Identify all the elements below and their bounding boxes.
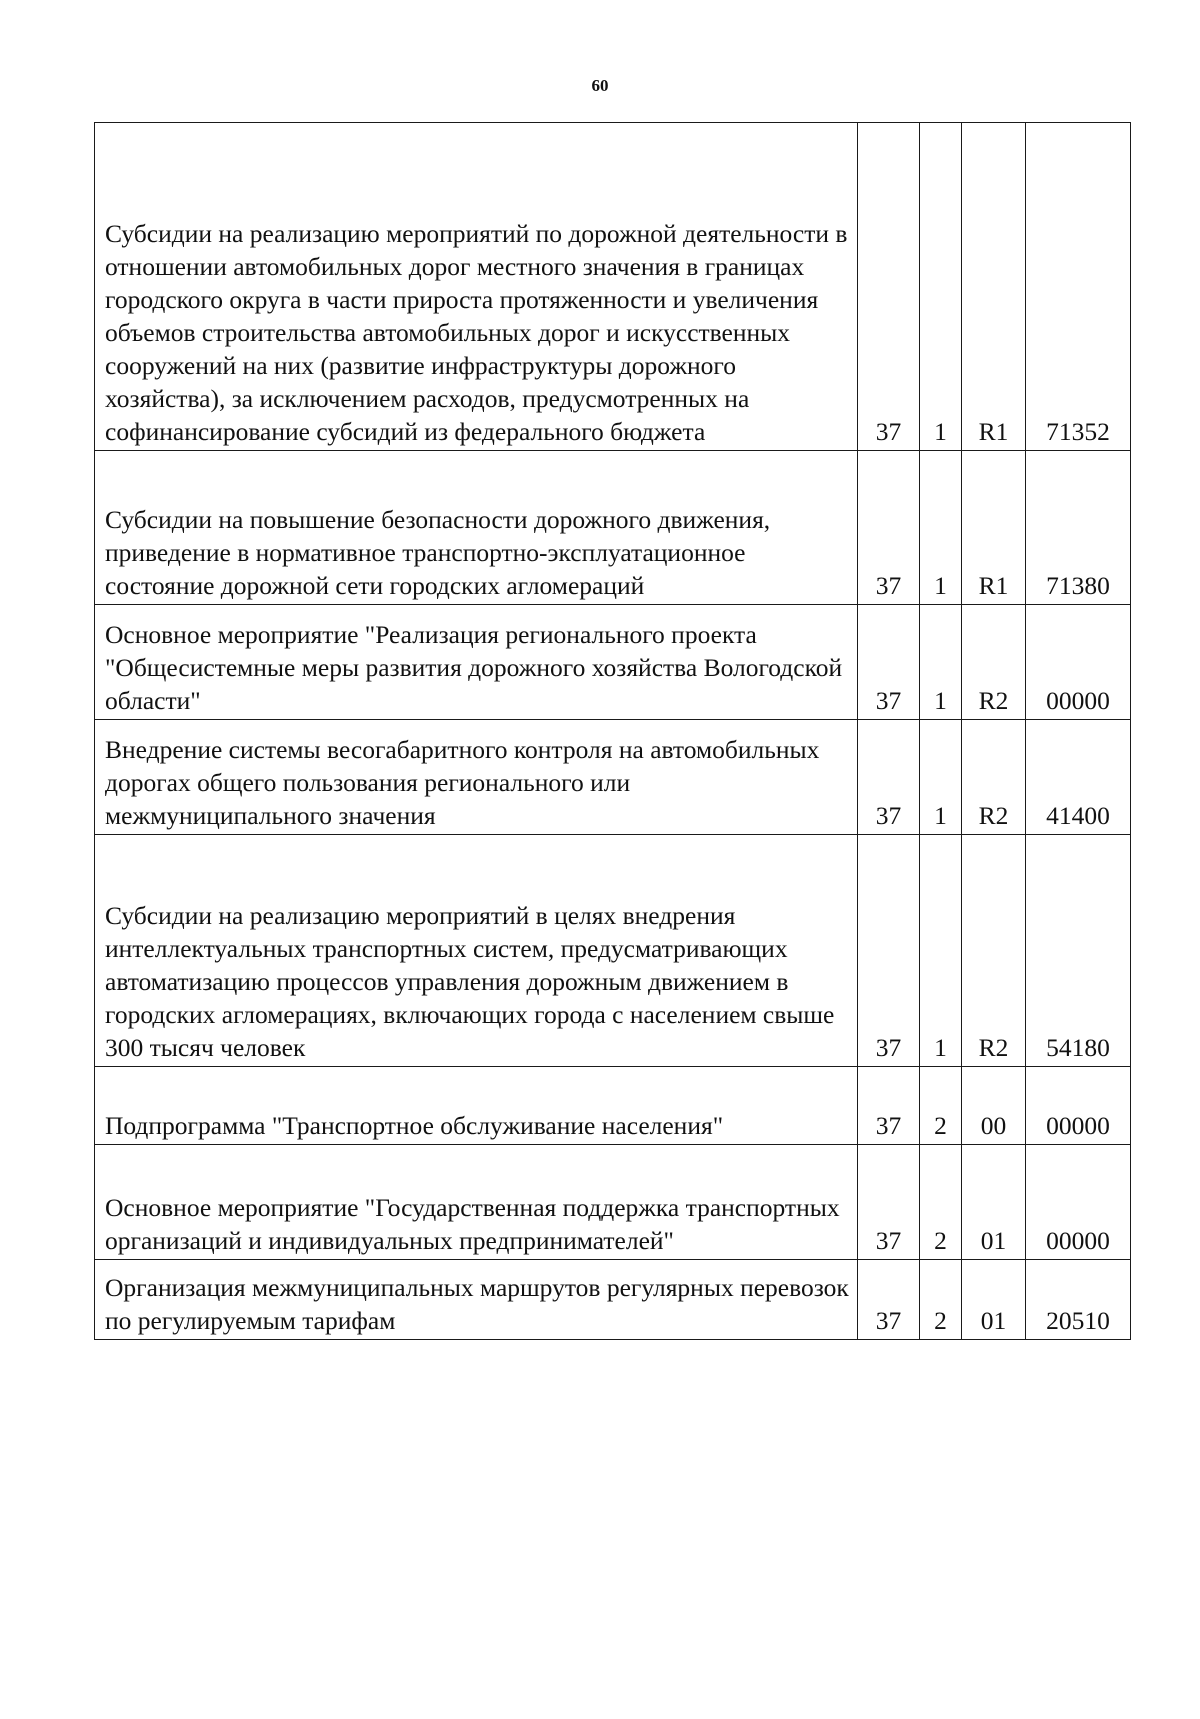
row-description: Внедрение системы весогабаритного контроля на автомобильных дорогах общего пользования регионального или межмуниципального значения: [95, 720, 858, 835]
table-row: [95, 1067, 1131, 1145]
code-cell: 2: [920, 1260, 962, 1340]
row-description: Основное мероприятие "Реализация регионального проекта "Общесистемные меры развития дорожного хозяйства Вологодской области": [95, 605, 858, 720]
code-cell: 1: [920, 605, 962, 720]
budget-classification-table: [94, 122, 1131, 1340]
code-cell: 37: [858, 1067, 920, 1145]
table-row: [95, 720, 1131, 835]
table-row: [95, 835, 1131, 1067]
code-cell: 71352: [1026, 123, 1131, 451]
code-cell: 37: [858, 720, 920, 835]
table-row: [95, 605, 1131, 720]
code-cell: 37: [858, 835, 920, 1067]
code-cell: 20510: [1026, 1260, 1131, 1340]
table-row: [95, 451, 1131, 605]
row-description: Организация межмуниципальных маршрутов регулярных перевозок по регулируемым тарифам: [95, 1260, 858, 1340]
code-cell: 54180: [1026, 835, 1131, 1067]
code-cell: 2: [920, 1145, 962, 1260]
row-description: Субсидии на реализацию мероприятий по дорожной деятельности в отношении автомобильных дорог местного значения в границах городского округа в части прироста протяженности и увеличения объемов строительства автомобильных дорог и искусственных сооружений на них (развитие инфраструктуры дорожного хозяйства), за исключением расходов, предусмотренных на софинансирование субсидий из федерального бюджета: [95, 123, 858, 451]
code-cell: R1: [962, 123, 1026, 451]
code-cell: 71380: [1026, 451, 1131, 605]
table-row: [95, 1145, 1131, 1260]
code-cell: 37: [858, 1145, 920, 1260]
code-cell: 01: [962, 1260, 1026, 1340]
page-number: 60: [591, 76, 609, 95]
code-cell: 1: [920, 720, 962, 835]
code-cell: 1: [920, 451, 962, 605]
code-cell: 00000: [1026, 605, 1131, 720]
code-cell: 00000: [1026, 1067, 1131, 1145]
code-cell: 2: [920, 1067, 962, 1145]
code-cell: R1: [962, 451, 1026, 605]
row-description: Основное мероприятие "Государственная поддержка транспортных организаций и индивидуальных предпринимателей": [95, 1145, 858, 1260]
code-cell: 37: [858, 1260, 920, 1340]
code-cell: 37: [858, 123, 920, 451]
code-cell: 1: [920, 835, 962, 1067]
code-cell: R2: [962, 605, 1026, 720]
table-row: [95, 1260, 1131, 1340]
code-cell: R2: [962, 835, 1026, 1067]
code-cell: 00: [962, 1067, 1026, 1145]
code-cell: R2: [962, 720, 1026, 835]
code-cell: 37: [858, 451, 920, 605]
code-cell: 37: [858, 605, 920, 720]
row-description: Субсидии на реализацию мероприятий в целях внедрения интеллектуальных транспортных систем, предусматривающих автоматизацию процессов управления дорожным движением в городских агломерациях, включающих города с населением свыше 300 тысяч человек: [95, 835, 858, 1067]
code-cell: 1: [920, 123, 962, 451]
table-row: [95, 123, 1131, 451]
code-cell: 41400: [1026, 720, 1131, 835]
row-description: Подпрограмма "Транспортное обслуживание населения": [95, 1067, 858, 1145]
row-description: Субсидии на повышение безопасности дорожного движения, приведение в нормативное транспортно-эксплуатационное состояние дорожной сети городских агломераций: [95, 451, 858, 605]
code-cell: 01: [962, 1145, 1026, 1260]
code-cell: 00000: [1026, 1145, 1131, 1260]
